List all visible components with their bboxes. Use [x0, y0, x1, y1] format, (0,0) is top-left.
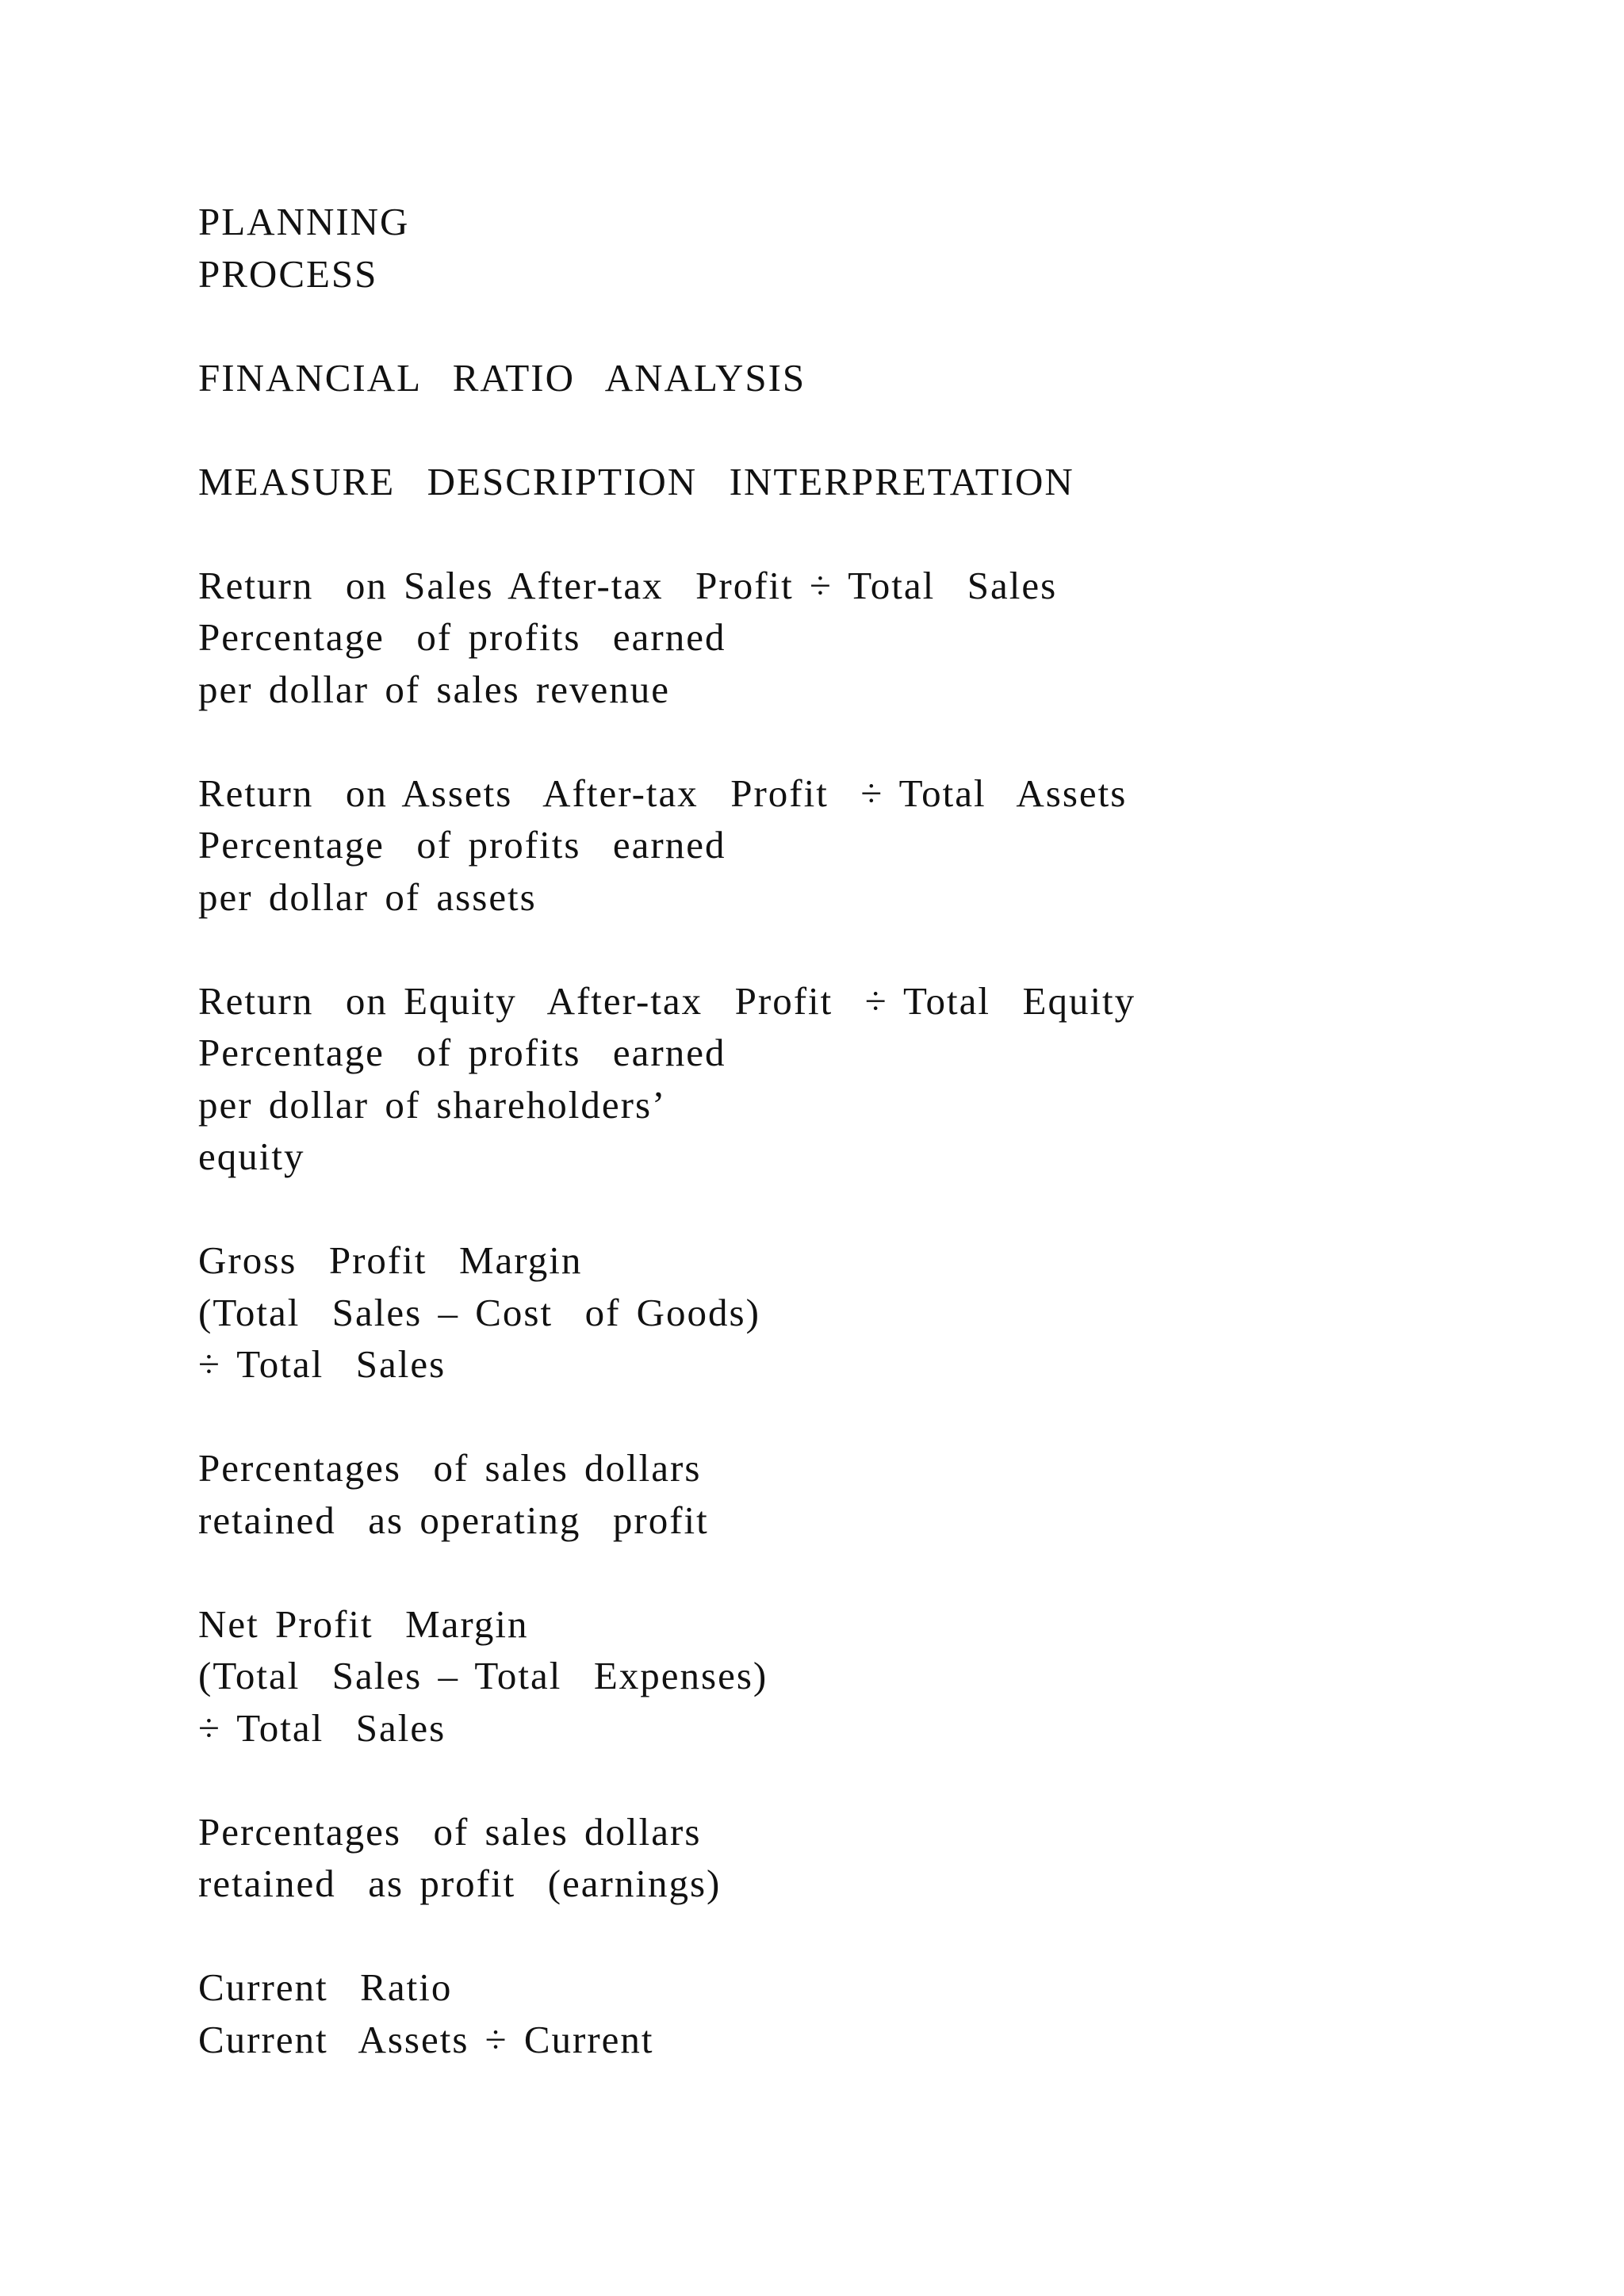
blank-line	[198, 1183, 1467, 1235]
text-line: per dollar of assets	[198, 874, 537, 919]
blank-line	[198, 1391, 1467, 1443]
text-line: Current Assets ÷ Current	[198, 2017, 654, 2061]
text-line: Net Profit Margin	[198, 1601, 529, 1646]
text-line: per dollar of shareholders’	[198, 1082, 667, 1127]
section-title: FINANCIAL RATIO ANALYSIS	[198, 355, 806, 400]
text-line: ÷ Total Sales	[198, 1342, 446, 1386]
text-line: Percentages of sales dollars	[198, 1809, 702, 1854]
heading-line: PLANNING	[198, 200, 410, 243]
text-line: retained as profit (earnings)	[198, 1862, 722, 1905]
blank-line	[198, 300, 1467, 352]
text-line: ÷ Total Sales	[198, 1705, 446, 1750]
blank-line	[198, 404, 1467, 456]
blank-line	[198, 1546, 1467, 1598]
text-line: Return on Equity After-tax Profit ÷ Total Equity	[198, 978, 1136, 1023]
text-line: (Total Sales – Total Expenses)	[198, 1654, 768, 1697]
text-line: Gross Profit Margin	[198, 1238, 583, 1282]
text-line: Percentage of profits earned	[198, 823, 726, 867]
blank-line	[198, 923, 1467, 975]
text-line: equity	[198, 1135, 305, 1178]
text-line: Current Ratio	[198, 1965, 453, 2009]
text-line: Percentage of profits earned	[198, 615, 726, 659]
column-headers: MEASURE DESCRIPTION INTERPRETATION	[198, 459, 1074, 503]
text-line: Return on Assets After-tax Profit ÷ Total Assets	[198, 771, 1128, 815]
blank-line	[198, 715, 1467, 767]
document-body	[198, 196, 1467, 2065]
text-line: retained as operating profit	[198, 1498, 709, 1542]
text-line: Return on Sales After-tax Profit ÷ Total Sales	[198, 563, 1058, 607]
blank-line	[198, 1910, 1467, 1962]
blank-line	[198, 507, 1467, 560]
heading-line: PROCESS	[198, 251, 378, 296]
blank-line	[198, 1754, 1467, 1806]
text-line: Percentage of profits earned	[198, 1031, 726, 1074]
text-line: (Total Sales – Cost of Goods)	[198, 1290, 760, 1334]
text-line: Percentages of sales dollars	[198, 1446, 702, 1490]
text-line: per dollar of sales revenue	[198, 667, 670, 711]
